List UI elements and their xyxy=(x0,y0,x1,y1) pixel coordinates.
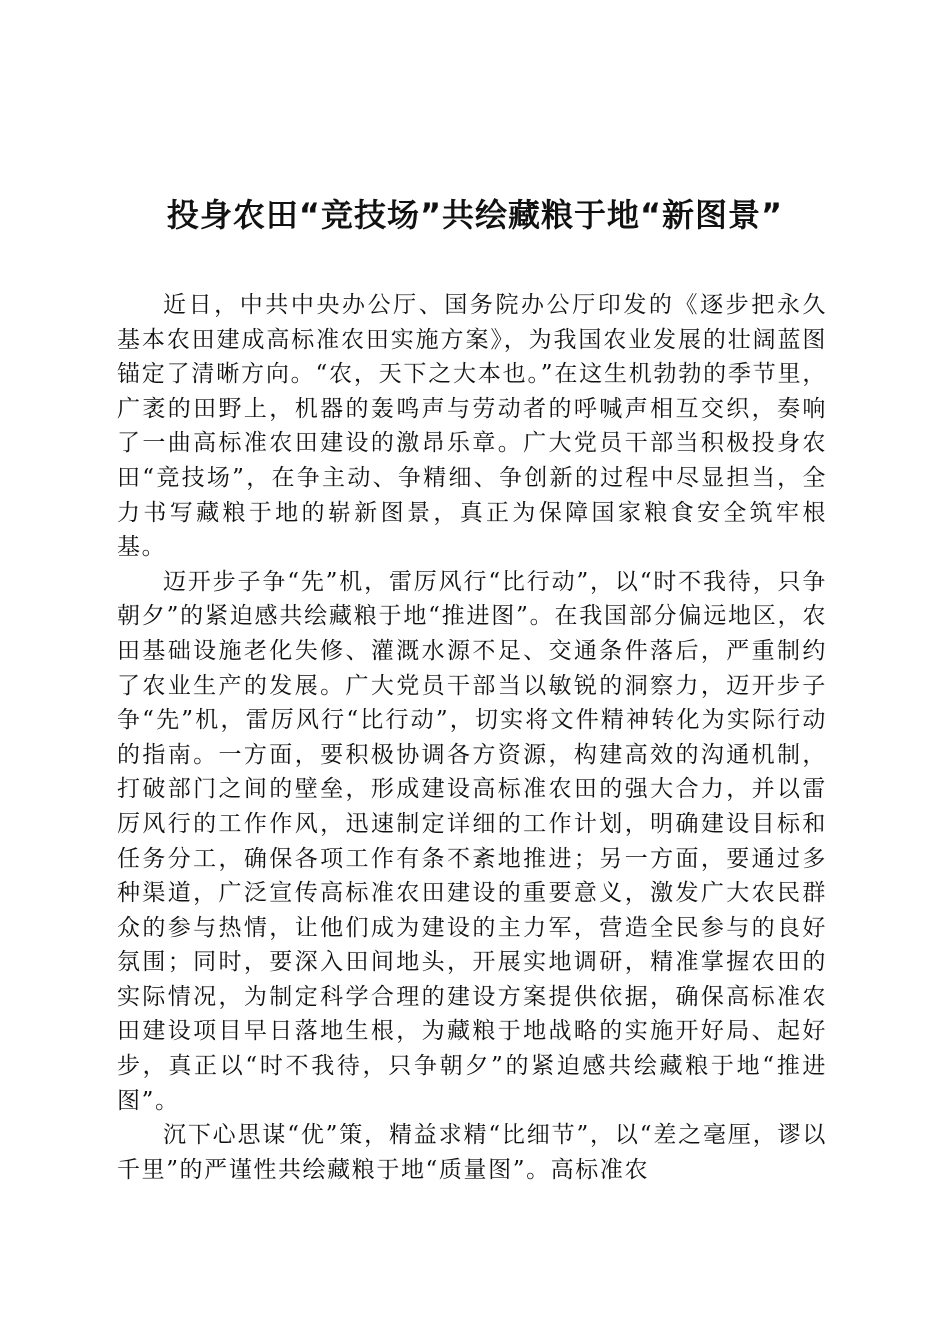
paragraph-1: 近日，中共中央办公厅、国务院办公厅印发的《逐步把永久基本农田建成高标准农田实施方案》，为我国农业发展的壮阔蓝图锚定了清晰方向。“农，天下之大本也。”在这生机勃勃的季节里，广袤的田野上，机器的轰鸣声与劳动者的呼喊声相互交织，奏响了一曲高标准农田建设的激昂乐章。广大党员干部当积极投身农田“竞技场”，在争主动、争精细、争创新的过程中尽显担当，全力书写藏粮于地的崭新图景，真正为保障国家粮食安全筑牢根基。 xyxy=(117,292,827,561)
paragraph-2: 迈开步子争“先”机，雷厉风行“比行动”，以“时不我待，只争朝夕”的紧迫感共绘藏粮于地“推进图”。在我国部分偏远地区，农田基础设施老化失修、灌溉水源不足、交通条件落后，严重制约了农业生产的发展。广大党员干部当以敏锐的洞察力，迈开步子争“先”机，雷厉风行“比行动”，切实将文件精神转化为实际行动的指南。一方面，要积极协调各方资源，构建高效的沟通机制，打破部门之间的壁垒，形成建设高标准农田的强大合力，并以雷厉风行的工作作风，迅速制定详细的工作计划，明确建设目标和任务分工，确保各项工作有条不紊地推进；另一方面，要通过多种渠道，广泛宣传高标准农田建设的重要意义，激发广大农民群众的参与热情，让他们成为建设的主力军，营造全民参与的良好氛围；同时，要深入田间地头，开展实地调研，精准掌握农田的实际情况，为制定科学合理的建设方案提供依据，确保高标准农田建设项目早日落地生根，为藏粮于地战略的实施开好局、起好步，真正以“时不我待，只争朝夕”的紧迫感共绘藏粮于地“推进图”。 xyxy=(117,568,827,1114)
paragraph-3: 沉下心思谋“优”策，精益求精“比细节”，以“差之毫厘，谬以千里”的严谨性共绘藏粮于地“质量图”。高标准农 xyxy=(117,1122,827,1183)
document-title: 投身农田“竞技场”共绘藏粮于地“新图景” xyxy=(166,196,784,234)
document-body xyxy=(117,288,827,1187)
